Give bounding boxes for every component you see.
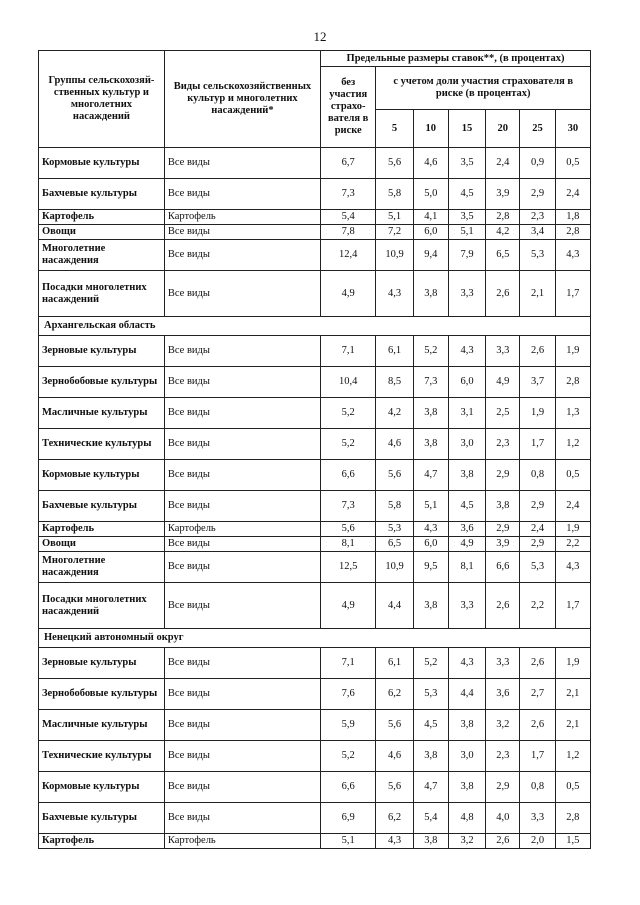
rate-no-share: 6,6 (321, 772, 376, 803)
header-share-level: 20 (486, 110, 520, 148)
rate-with-share: 3,4 (520, 225, 555, 240)
rate-with-share: 0,9 (520, 148, 555, 179)
region-row (39, 317, 591, 336)
rate-no-share: 7,8 (321, 225, 376, 240)
crop-group: Зернобобовые культуры (39, 367, 165, 398)
table-row (39, 240, 591, 271)
rate-no-share: 5,6 (321, 522, 376, 537)
rate-with-share: 5,1 (448, 225, 485, 240)
rate-with-share: 5,6 (376, 148, 413, 179)
crop-kind: Все виды (164, 679, 320, 710)
rate-no-share: 7,1 (321, 648, 376, 679)
rate-with-share: 2,2 (520, 583, 555, 629)
rate-with-share: 5,3 (376, 522, 413, 537)
rate-with-share: 6,0 (448, 367, 485, 398)
crop-group: Бахчевые культуры (39, 179, 165, 210)
rate-with-share: 8,5 (376, 367, 413, 398)
crop-kind: Картофель (164, 522, 320, 537)
rate-no-share: 6,9 (321, 803, 376, 834)
table-row (39, 336, 591, 367)
rate-with-share: 4,3 (448, 648, 485, 679)
crop-kind: Картофель (164, 834, 320, 849)
rate-with-share: 0,8 (520, 772, 555, 803)
rate-with-share: 3,8 (413, 834, 448, 849)
rate-with-share: 7,3 (413, 367, 448, 398)
crop-kind: Все виды (164, 537, 320, 552)
rate-with-share: 3,9 (486, 179, 520, 210)
rate-with-share: 4,3 (376, 271, 413, 317)
table-row (39, 522, 591, 537)
crop-kind: Все виды (164, 367, 320, 398)
header-share-level: 10 (413, 110, 448, 148)
rate-with-share: 5,4 (413, 803, 448, 834)
rate-with-share: 3,8 (448, 710, 485, 741)
table-row (39, 367, 591, 398)
rate-with-share: 4,5 (413, 710, 448, 741)
crop-group: Технические культуры (39, 429, 165, 460)
rate-with-share: 4,7 (413, 772, 448, 803)
rate-no-share: 7,6 (321, 679, 376, 710)
crop-kind: Все виды (164, 772, 320, 803)
rate-with-share: 5,3 (520, 552, 555, 583)
rate-with-share: 5,6 (376, 460, 413, 491)
rate-with-share: 2,6 (486, 834, 520, 849)
rate-with-share: 2,4 (555, 491, 590, 522)
rate-with-share: 1,8 (555, 210, 590, 225)
rate-with-share: 2,3 (486, 429, 520, 460)
rate-with-share: 5,6 (376, 710, 413, 741)
rate-with-share: 5,3 (520, 240, 555, 271)
rate-with-share: 4,3 (413, 522, 448, 537)
page-number: 12 (313, 29, 327, 44)
rate-with-share: 5,8 (376, 491, 413, 522)
rate-with-share: 1,9 (555, 522, 590, 537)
rate-with-share: 4,6 (413, 148, 448, 179)
rate-with-share: 10,9 (376, 552, 413, 583)
rate-with-share: 2,0 (520, 834, 555, 849)
rate-no-share: 5,2 (321, 429, 376, 460)
crop-kind: Все виды (164, 148, 320, 179)
rate-no-share: 12,4 (321, 240, 376, 271)
crop-group: Кормовые культуры (39, 148, 165, 179)
rate-with-share: 2,9 (520, 491, 555, 522)
rate-with-share: 9,4 (413, 240, 448, 271)
table-row (39, 210, 591, 225)
header-share-level: 15 (448, 110, 485, 148)
rate-with-share: 2,1 (555, 679, 590, 710)
crop-group: Технические культуры (39, 741, 165, 772)
rate-no-share: 6,6 (321, 460, 376, 491)
rate-with-share: 2,3 (486, 741, 520, 772)
crop-kind: Все виды (164, 398, 320, 429)
rate-no-share: 5,2 (321, 741, 376, 772)
rate-with-share: 4,4 (448, 679, 485, 710)
rate-with-share: 5,1 (376, 210, 413, 225)
rate-with-share: 1,9 (555, 336, 590, 367)
rate-with-share: 1,9 (520, 398, 555, 429)
rate-with-share: 3,8 (448, 772, 485, 803)
table-row (39, 179, 591, 210)
rate-with-share: 3,3 (448, 271, 485, 317)
table-row (39, 583, 591, 629)
header-group: Группы сельскохозяй-ственных культур и многолетних насаждений (39, 51, 165, 148)
crop-kind: Все виды (164, 491, 320, 522)
rate-with-share: 0,8 (520, 460, 555, 491)
table-row (39, 271, 591, 317)
rate-with-share: 4,2 (486, 225, 520, 240)
rate-with-share: 5,2 (413, 648, 448, 679)
rate-with-share: 9,5 (413, 552, 448, 583)
table-row (39, 460, 591, 491)
rate-no-share: 7,1 (321, 336, 376, 367)
rate-with-share: 3,8 (413, 741, 448, 772)
rate-with-share: 6,2 (376, 679, 413, 710)
rate-with-share: 6,1 (376, 648, 413, 679)
rate-with-share: 1,5 (555, 834, 590, 849)
rate-no-share: 5,1 (321, 834, 376, 849)
rate-no-share: 5,9 (321, 710, 376, 741)
rate-with-share: 0,5 (555, 772, 590, 803)
table-row (39, 398, 591, 429)
crop-group: Кормовые культуры (39, 460, 165, 491)
rate-with-share: 4,3 (555, 240, 590, 271)
rate-with-share: 7,9 (448, 240, 485, 271)
rate-with-share: 1,2 (555, 741, 590, 772)
crop-group: Многолетние насаждения (39, 552, 165, 583)
table-row (39, 834, 591, 849)
rate-with-share: 3,3 (486, 336, 520, 367)
rate-with-share: 4,9 (448, 537, 485, 552)
rate-no-share: 4,9 (321, 271, 376, 317)
rate-with-share: 5,8 (376, 179, 413, 210)
crop-group: Картофель (39, 834, 165, 849)
rate-with-share: 5,0 (413, 179, 448, 210)
rate-with-share: 2,4 (486, 148, 520, 179)
rate-with-share: 5,1 (413, 491, 448, 522)
rate-with-share: 2,6 (486, 271, 520, 317)
rate-with-share: 10,9 (376, 240, 413, 271)
table-row (39, 491, 591, 522)
rate-with-share: 4,6 (376, 429, 413, 460)
crop-group: Зернобобовые культуры (39, 679, 165, 710)
rate-with-share: 3,0 (448, 429, 485, 460)
rate-with-share: 2,1 (520, 271, 555, 317)
rate-with-share: 6,0 (413, 225, 448, 240)
rate-with-share: 2,9 (520, 179, 555, 210)
rate-with-share: 2,5 (486, 398, 520, 429)
crop-kind: Все виды (164, 741, 320, 772)
table-row (39, 225, 591, 240)
crop-kind: Все виды (164, 179, 320, 210)
rate-with-share: 3,8 (448, 460, 485, 491)
rate-with-share: 1,2 (555, 429, 590, 460)
rate-with-share: 4,3 (555, 552, 590, 583)
crop-group: Посадки многолетних насаждений (39, 583, 165, 629)
crop-kind: Все виды (164, 648, 320, 679)
rate-no-share: 12,5 (321, 552, 376, 583)
table-row (39, 429, 591, 460)
rate-with-share: 1,7 (555, 583, 590, 629)
crop-group: Картофель (39, 522, 165, 537)
rate-with-share: 2,1 (555, 710, 590, 741)
rate-with-share: 6,5 (486, 240, 520, 271)
table-row (39, 679, 591, 710)
crop-kind: Все виды (164, 710, 320, 741)
table-row (39, 803, 591, 834)
rate-with-share: 8,1 (448, 552, 485, 583)
rate-with-share: 6,6 (486, 552, 520, 583)
header-share-level: 5 (376, 110, 413, 148)
crop-kind: Все виды (164, 460, 320, 491)
rate-with-share: 2,9 (486, 460, 520, 491)
table-row (39, 710, 591, 741)
rate-with-share: 1,9 (555, 648, 590, 679)
rate-no-share: 6,7 (321, 148, 376, 179)
rate-with-share: 4,2 (376, 398, 413, 429)
rate-no-share: 4,9 (321, 583, 376, 629)
crop-group: Кормовые культуры (39, 772, 165, 803)
region-row (39, 629, 591, 648)
rate-no-share: 10,4 (321, 367, 376, 398)
rate-with-share: 2,9 (486, 772, 520, 803)
rate-with-share: 6,5 (376, 537, 413, 552)
rate-with-share: 3,6 (486, 679, 520, 710)
rate-with-share: 4,9 (486, 367, 520, 398)
rate-with-share: 2,6 (486, 583, 520, 629)
crop-group: Овощи (39, 225, 165, 240)
rate-with-share: 6,0 (413, 537, 448, 552)
rate-with-share: 2,3 (520, 210, 555, 225)
header-with-share: с учетом доли участия страхователя в риске (в процентах) (376, 67, 591, 110)
crop-group: Бахчевые культуры (39, 803, 165, 834)
rate-with-share: 3,5 (448, 210, 485, 225)
rate-with-share: 1,7 (520, 741, 555, 772)
crop-kind: Все виды (164, 240, 320, 271)
rate-with-share: 3,6 (448, 522, 485, 537)
rate-with-share: 6,1 (376, 336, 413, 367)
rate-with-share: 4,0 (486, 803, 520, 834)
header-share-level: 25 (520, 110, 555, 148)
region-name: Ненецкий автономный округ (39, 629, 591, 648)
rate-with-share: 3,2 (448, 834, 485, 849)
rate-with-share: 5,3 (413, 679, 448, 710)
crop-kind: Картофель (164, 210, 320, 225)
rate-with-share: 3,1 (448, 398, 485, 429)
crop-kind: Все виды (164, 336, 320, 367)
crop-group: Масличные культуры (39, 710, 165, 741)
crop-kind: Все виды (164, 271, 320, 317)
rate-no-share: 7,3 (321, 179, 376, 210)
rate-with-share: 4,7 (413, 460, 448, 491)
crop-group: Овощи (39, 537, 165, 552)
rate-with-share: 1,7 (555, 271, 590, 317)
rate-with-share: 3,0 (448, 741, 485, 772)
rate-no-share: 7,3 (321, 491, 376, 522)
header-kind: Виды сельскохозяйственных культур и многолетних насаждений* (164, 51, 320, 148)
rate-with-share: 3,7 (520, 367, 555, 398)
rate-with-share: 2,6 (520, 648, 555, 679)
rate-with-share: 2,8 (555, 803, 590, 834)
crop-kind: Все виды (164, 583, 320, 629)
rate-with-share: 4,4 (376, 583, 413, 629)
insurance-rates-table (38, 50, 591, 849)
rate-with-share: 4,3 (448, 336, 485, 367)
rate-with-share: 2,6 (520, 710, 555, 741)
crop-group: Зерновые культуры (39, 648, 165, 679)
rate-with-share: 6,2 (376, 803, 413, 834)
rate-no-share: 5,2 (321, 398, 376, 429)
header-share-level: 30 (555, 110, 590, 148)
rate-with-share: 3,9 (486, 537, 520, 552)
rate-with-share: 4,6 (376, 741, 413, 772)
crop-group: Масличные культуры (39, 398, 165, 429)
rate-with-share: 2,8 (486, 210, 520, 225)
rate-with-share: 1,7 (520, 429, 555, 460)
rate-with-share: 3,2 (486, 710, 520, 741)
rate-no-share: 5,4 (321, 210, 376, 225)
rate-with-share: 3,8 (486, 491, 520, 522)
rate-with-share: 3,3 (486, 648, 520, 679)
rate-with-share: 2,6 (520, 336, 555, 367)
table-row (39, 772, 591, 803)
crop-group: Зерновые культуры (39, 336, 165, 367)
region-name: Архангельская область (39, 317, 591, 336)
rate-with-share: 2,4 (520, 522, 555, 537)
rate-with-share: 3,5 (448, 148, 485, 179)
crop-kind: Все виды (164, 429, 320, 460)
rate-with-share: 2,7 (520, 679, 555, 710)
rate-no-share: 8,1 (321, 537, 376, 552)
rate-with-share: 0,5 (555, 148, 590, 179)
rate-with-share: 5,6 (376, 772, 413, 803)
rate-with-share: 7,2 (376, 225, 413, 240)
rate-with-share: 1,3 (555, 398, 590, 429)
table-row (39, 537, 591, 552)
rate-with-share: 3,3 (520, 803, 555, 834)
crop-group: Посадки многолетних насаждений (39, 271, 165, 317)
rate-with-share: 4,3 (376, 834, 413, 849)
rate-with-share: 3,8 (413, 429, 448, 460)
table-row (39, 741, 591, 772)
rate-with-share: 2,2 (555, 537, 590, 552)
table-row (39, 148, 591, 179)
rate-with-share: 2,8 (555, 225, 590, 240)
rate-with-share: 4,5 (448, 491, 485, 522)
rate-with-share: 0,5 (555, 460, 590, 491)
header-limits: Предельные размеры ставок**, (в процентах) (321, 51, 591, 67)
crop-kind: Все виды (164, 225, 320, 240)
rate-with-share: 2,8 (555, 367, 590, 398)
rate-with-share: 2,9 (486, 522, 520, 537)
rate-with-share: 3,8 (413, 583, 448, 629)
header-no-share: без участия страхо-вателя в риске (321, 67, 376, 148)
crop-kind: Все виды (164, 803, 320, 834)
rate-with-share: 4,5 (448, 179, 485, 210)
crop-kind: Все виды (164, 552, 320, 583)
crop-group: Бахчевые культуры (39, 491, 165, 522)
rate-with-share: 2,4 (555, 179, 590, 210)
rate-with-share: 3,3 (448, 583, 485, 629)
table-row (39, 648, 591, 679)
rate-with-share: 4,8 (448, 803, 485, 834)
rate-with-share: 2,9 (520, 537, 555, 552)
rate-with-share: 3,8 (413, 271, 448, 317)
table-row (39, 552, 591, 583)
crop-group: Многолетние насаждения (39, 240, 165, 271)
rate-with-share: 4,1 (413, 210, 448, 225)
rate-with-share: 5,2 (413, 336, 448, 367)
rate-with-share: 3,8 (413, 398, 448, 429)
crop-group: Картофель (39, 210, 165, 225)
